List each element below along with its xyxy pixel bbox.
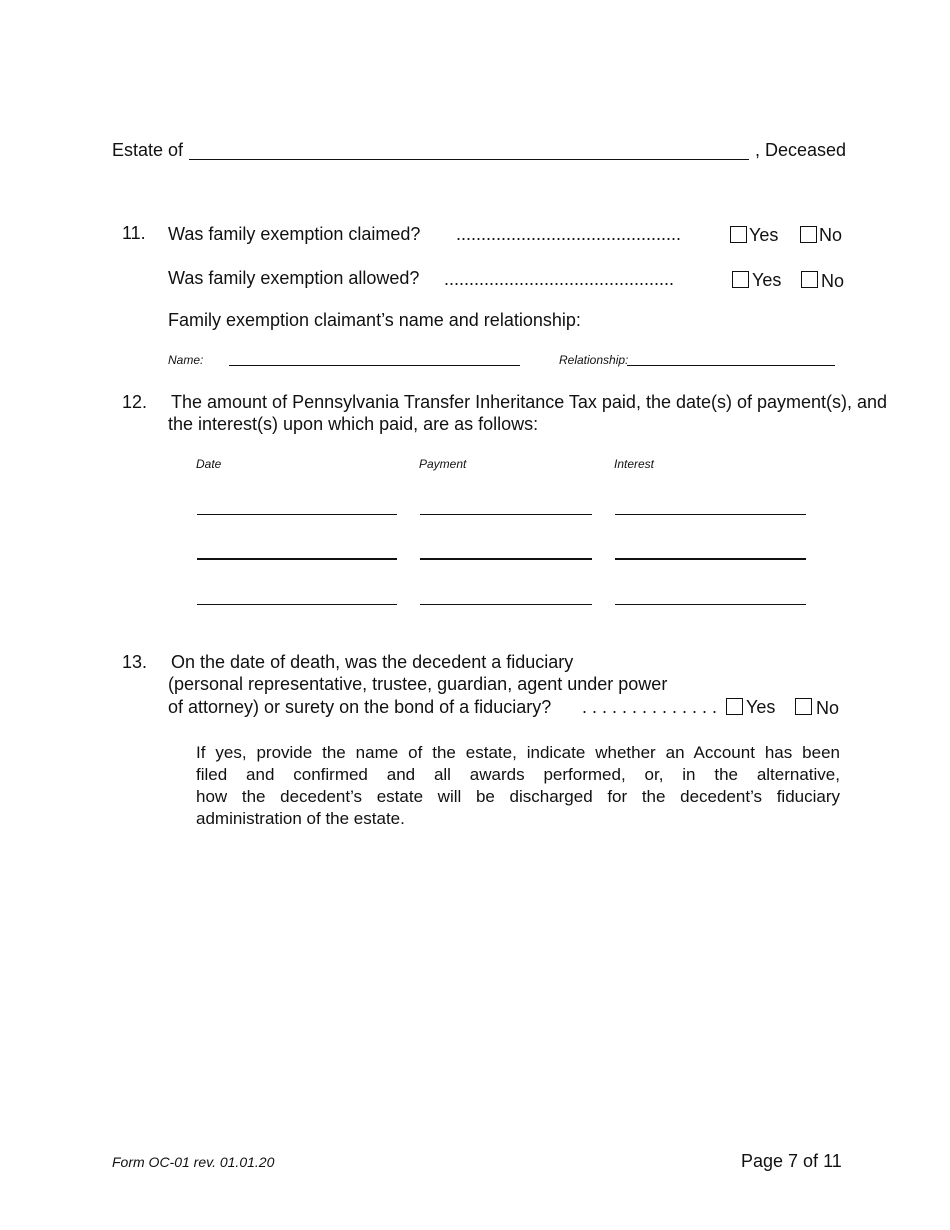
- q13-text-line1: On the date of death, was the decedent a fiduciary: [171, 652, 574, 672]
- q12-text-line2: the interest(s) upon which paid, are as follows:: [168, 414, 539, 434]
- q12-row1-payment-field[interactable]: [420, 514, 592, 515]
- q12-row3-payment-field[interactable]: [420, 604, 592, 605]
- q11-claimant-prompt: Family exemption claimant’s name and relationship:: [168, 310, 581, 330]
- q12-number: 12.: [122, 392, 148, 412]
- q11-claimed-yes-label: Yes: [749, 225, 779, 245]
- q11-relationship-field[interactable]: [627, 365, 835, 366]
- q11-claimed-no-label: No: [819, 225, 843, 245]
- q13-no-checkbox[interactable]: [795, 698, 812, 715]
- q13-yes-checkbox[interactable]: [726, 698, 743, 715]
- q11-allowed-leader: ..............................................: [444, 269, 675, 289]
- q11-claimed-question: Was family exemption claimed?: [168, 224, 421, 244]
- q13-leader: . . . . . . . . . . . . . .: [582, 697, 718, 717]
- q13-followup-line1: If yes, provide the name of the estate, indicate whether an Account has been: [196, 743, 840, 762]
- q12-text-line1: The amount of Pennsylvania Transfer Inheritance Tax paid, the date(s) of payment(s), and: [171, 392, 888, 412]
- q13-text-line3: of attorney) or surety on the bond of a fiduciary?: [168, 697, 552, 717]
- q12-col-payment-header: Payment: [419, 457, 467, 471]
- q12-col-interest-header: Interest: [614, 457, 655, 471]
- q11-claimed-leader: .............................................: [456, 224, 682, 244]
- q12-col-date-header: Date: [196, 457, 222, 471]
- q13-number: 13.: [122, 652, 148, 672]
- q11-claimed-yes-checkbox[interactable]: [730, 226, 747, 243]
- estate-of-label: Estate of: [112, 140, 184, 160]
- q12-row2-payment-field[interactable]: [420, 558, 592, 560]
- q12-row2-interest-field[interactable]: [615, 558, 806, 560]
- estate-name-field[interactable]: [189, 159, 749, 160]
- q11-relationship-label: Relationship:: [559, 353, 629, 367]
- q11-allowed-yes-checkbox[interactable]: [732, 271, 749, 288]
- form-id: Form OC-01 rev. 01.01.20: [112, 1154, 275, 1170]
- q13-no-label: No: [816, 698, 840, 718]
- q13-followup-line4: administration of the estate.: [196, 809, 405, 828]
- q13-followup-paragraph: [196, 742, 840, 830]
- q11-name-field[interactable]: [229, 365, 520, 366]
- q13-followup-line3: how the decedent’s estate will be discharged for the decedent’s fiduciary: [196, 787, 840, 806]
- q11-name-label: Name:: [168, 353, 204, 367]
- q12-row3-interest-field[interactable]: [615, 604, 806, 605]
- page-number: Page 7 of 11: [741, 1151, 842, 1171]
- q13-followup-line2: filed and confirmed and all awards performed, or, in the alternative,: [196, 765, 840, 784]
- q12-row2-date-field[interactable]: [197, 558, 397, 560]
- q13-yes-label: Yes: [746, 697, 776, 717]
- q13-text-line2: (personal representative, trustee, guardian, agent under power: [168, 674, 668, 694]
- q12-row1-interest-field[interactable]: [615, 514, 806, 515]
- deceased-label: , Deceased: [755, 140, 847, 160]
- q11-allowed-question: Was family exemption allowed?: [168, 268, 420, 288]
- q12-row3-date-field[interactable]: [197, 604, 397, 605]
- q11-allowed-yes-label: Yes: [752, 270, 782, 290]
- q11-allowed-no-label: No: [821, 271, 845, 291]
- q11-claimed-no-checkbox[interactable]: [800, 226, 817, 243]
- q12-row1-date-field[interactable]: [197, 514, 397, 515]
- q11-number: 11.: [122, 223, 146, 243]
- q11-allowed-no-checkbox[interactable]: [801, 271, 818, 288]
